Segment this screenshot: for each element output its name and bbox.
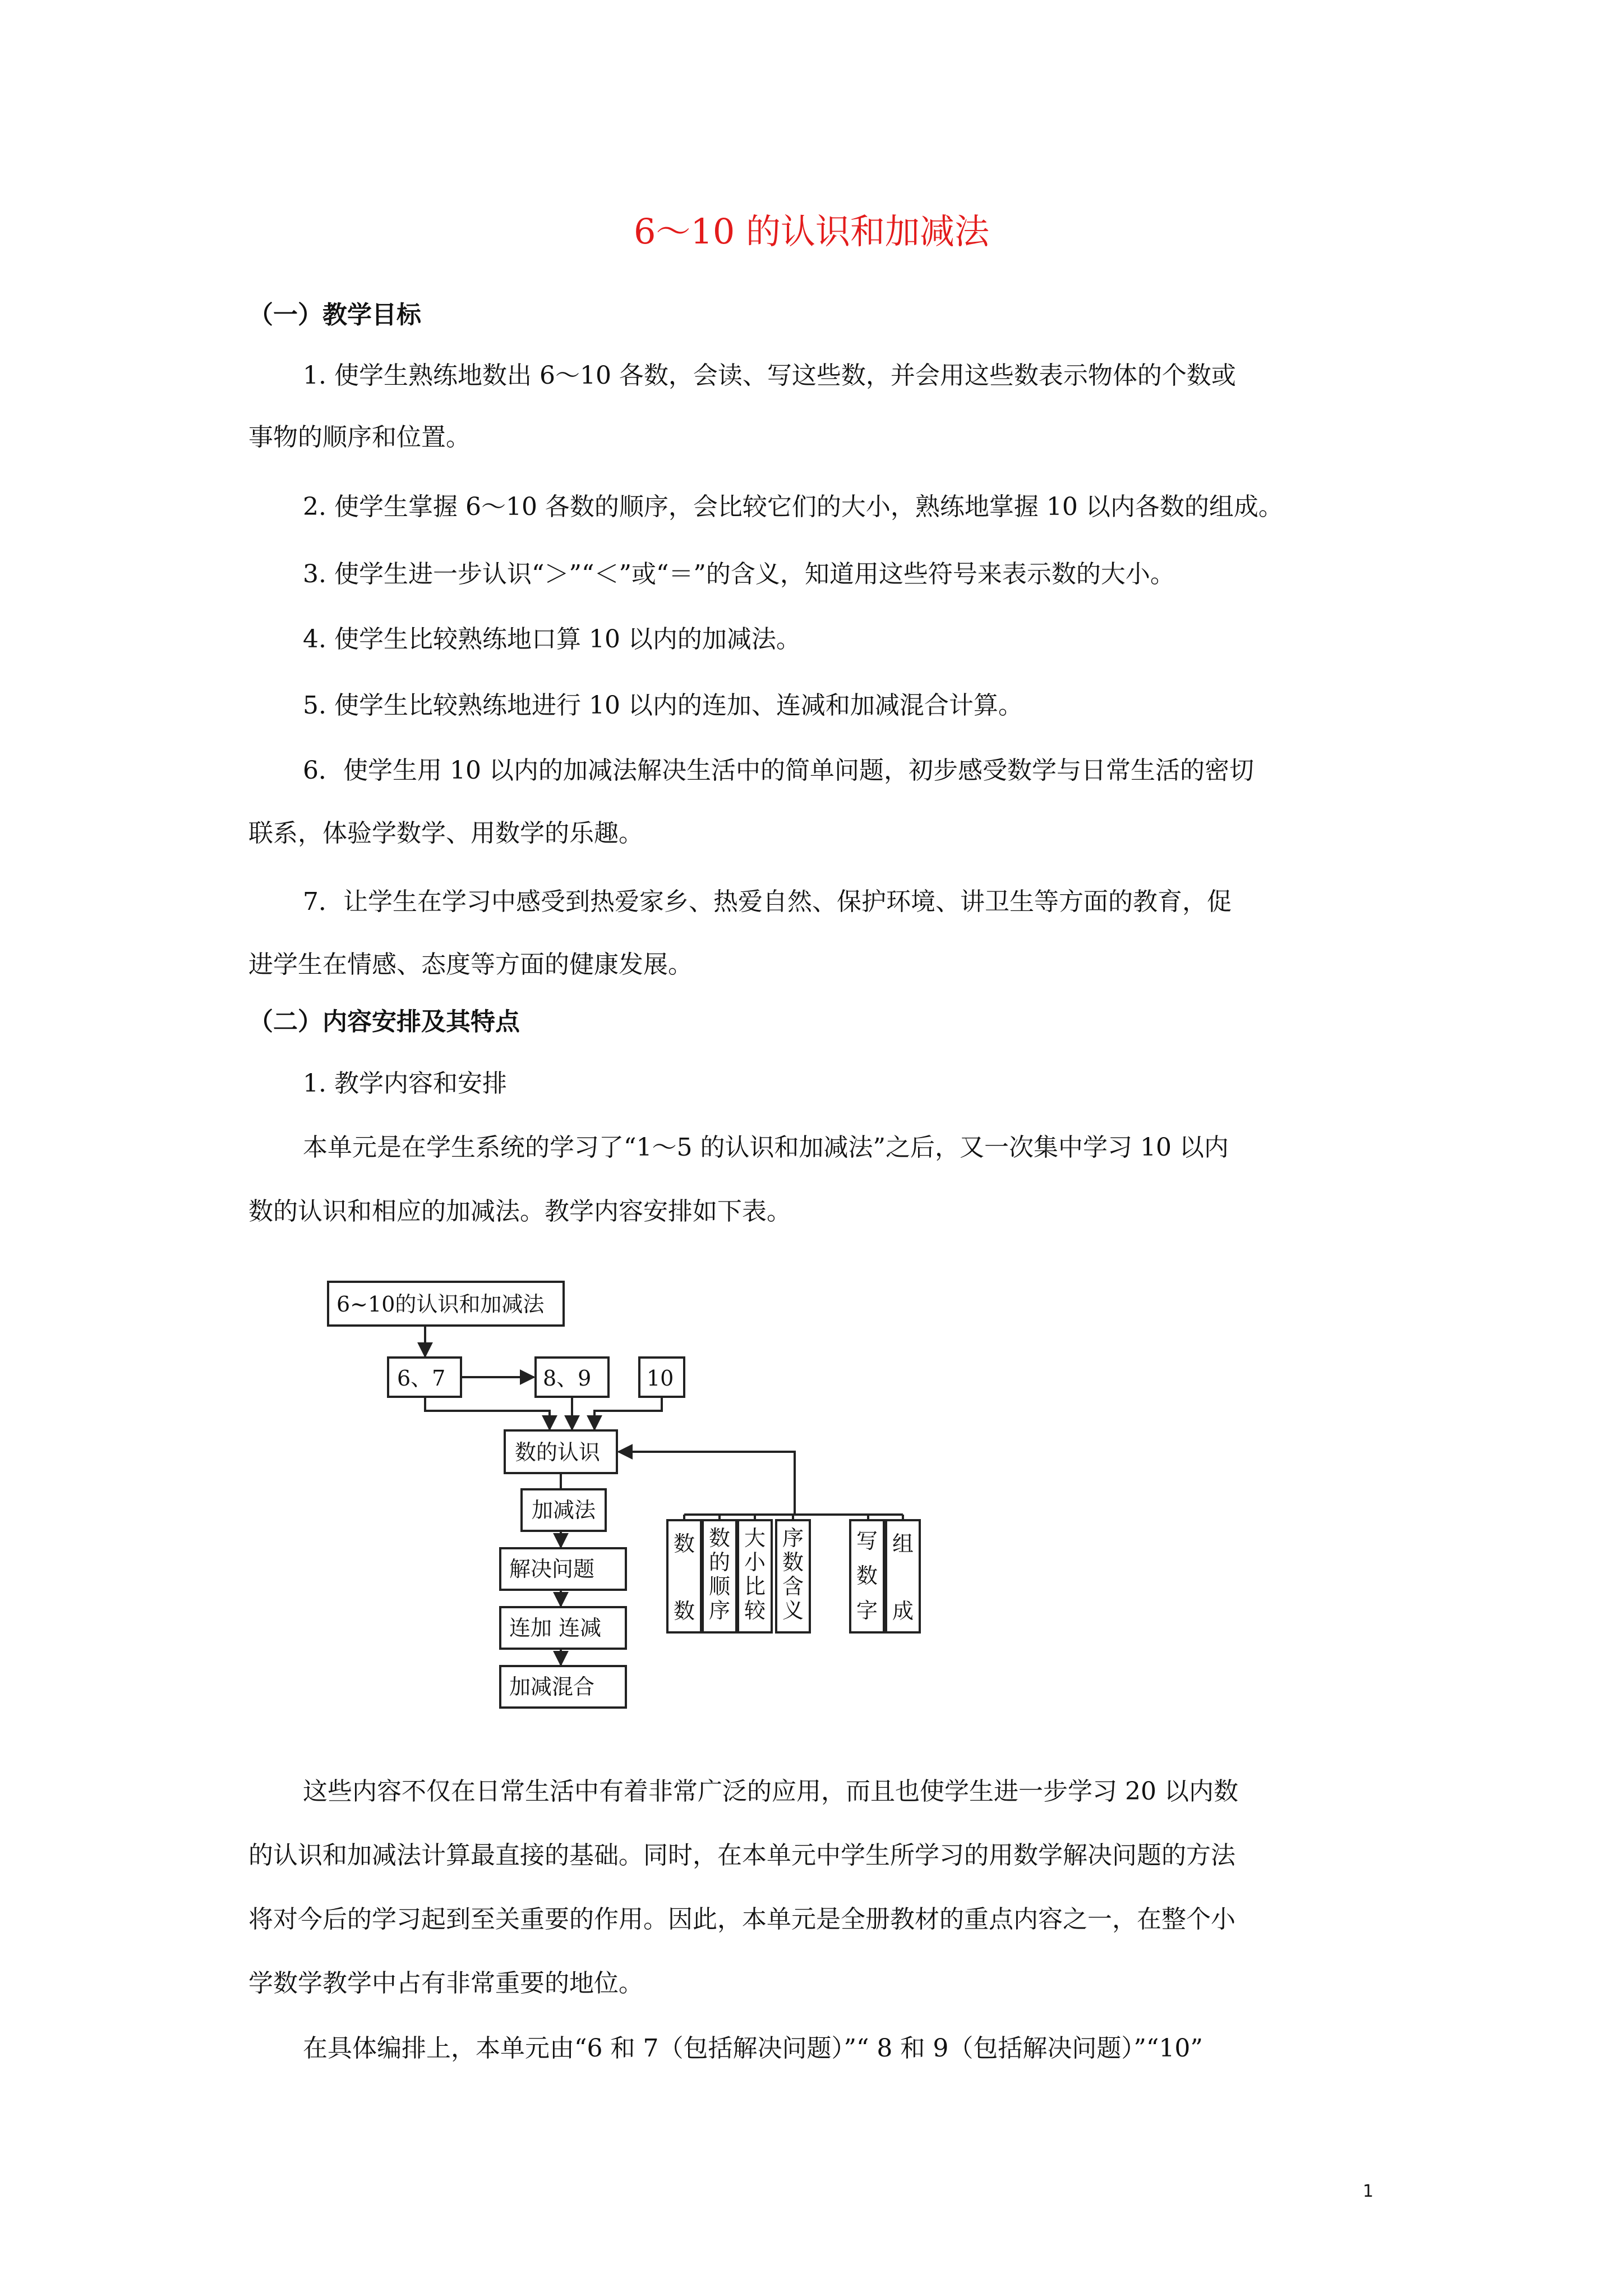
diagram-branch-char: 成 <box>892 1599 914 1623</box>
goal-line: 2. 使学生掌握 6～10 各数的顺序，会比较它们的大小，熟练地掌握 10 以内各数的组成。 <box>303 493 1283 521</box>
diagram-branch-char: 字 <box>856 1598 878 1623</box>
body-line: 的认识和加减法计算最直接的基础。同时，在本单元中学生所学习的用数学解决问题的方法 <box>248 1841 1235 1870</box>
diagram-chain-label: 解决问题 <box>509 1557 595 1581</box>
diagram-branch-char: 数 <box>709 1526 731 1550</box>
diagram-chain-label: 加减混合 <box>509 1674 595 1699</box>
diagram-branch-char: 数 <box>856 1563 878 1588</box>
document-title: 6～10 的认识和加减法 <box>633 211 990 252</box>
diagram-branch-char: 含 <box>782 1574 804 1599</box>
diagram-top-label: 6~10的认识和加减法 <box>336 1292 545 1317</box>
goal-line: 事物的顺序和位置。 <box>248 423 471 452</box>
body-line: 在具体编排上，本单元由“6 和 7（包括解决问题）”“ 8 和 9（包括解决问题）”“10” <box>303 2034 1203 2063</box>
diagram-label-10: 10 <box>647 1366 674 1391</box>
goal-line: 1. 使学生熟练地数出 6～10 各数，会读、写这些数，并会用这些数表示物体的个数或 <box>303 361 1236 390</box>
diagram-branch-char: 较 <box>744 1598 766 1623</box>
diagram-branch-char: 组 <box>892 1531 914 1556</box>
body-line: 学数学教学中占有非常重要的地位。 <box>248 1969 643 1998</box>
body-line: 将对今后的学习起到至关重要的作用。因此，本单元是全册教材的重点内容之一，在整个小 <box>248 1905 1235 1934</box>
diagram-branch-char: 写 <box>856 1529 878 1553</box>
content-line: 本单元是在学生系统的学习了“1～5 的认识和加减法”之后，又一次集中学习 10 以内 <box>303 1133 1229 1162</box>
content-line: 数的认识和相应的加减法。教学内容安排如下表。 <box>248 1197 791 1226</box>
diagram-branch-char: 顺 <box>709 1574 731 1599</box>
goal-line: 4. 使学生比较熟练地口算 10 以内的加减法。 <box>303 625 801 654</box>
diagram-label-8-9: 8、9 <box>543 1366 592 1391</box>
section-heading-goals: （一）教学目标 <box>248 301 421 329</box>
diagram-label-6-7: 6、7 <box>397 1366 446 1391</box>
content-line: 1. 教学内容和安排 <box>303 1069 507 1098</box>
section-heading-content: （二）内容安排及其特点 <box>248 1007 520 1036</box>
diagram-branch-char: 的 <box>709 1550 731 1575</box>
diagram-chain-label: 连加 连减 <box>509 1616 602 1640</box>
page-number: 1 <box>1363 2182 1374 2201</box>
goal-line: 7．让学生在学习中感受到热爱家乡、热爱自然、保护环境、讲卫生等方面的教育，促 <box>303 887 1232 916</box>
diagram-branch-char: 义 <box>782 1598 804 1623</box>
diagram-branch-char: 数 <box>674 1531 695 1556</box>
diagram-branch-char: 数 <box>674 1599 695 1623</box>
diagram-chain-label: 加减法 <box>532 1498 596 1522</box>
diagram-branch-char: 数 <box>782 1550 804 1575</box>
diagram-branch-char: 比 <box>744 1574 766 1599</box>
diagram-center-label: 数的认识 <box>515 1440 601 1465</box>
goal-line: 5. 使学生比较熟练地进行 10 以内的连加、连减和加减混合计算。 <box>303 691 1023 720</box>
diagram-branch-char: 序 <box>709 1598 731 1623</box>
goal-line: 3. 使学生进一步认识“＞”“＜”或“＝”的含义，知道用这些符号来表示数的大小。 <box>303 560 1175 588</box>
goal-line: 6．使学生用 10 以内的加减法解决生活中的简单问题，初步感受数学与日常生活的密切 <box>303 756 1254 785</box>
diagram-branch-char: 序 <box>782 1526 804 1550</box>
goal-line: 联系，体验学数学、用数学的乐趣。 <box>248 819 643 848</box>
body-line: 这些内容不仅在日常生活中有着非常广泛的应用，而且也使学生进一步学习 20 以内数 <box>303 1777 1238 1806</box>
diagram-branch-char: 小 <box>744 1550 766 1575</box>
diagram-branch-char: 大 <box>744 1526 766 1550</box>
goal-line: 进学生在情感、态度等方面的健康发展。 <box>248 950 693 979</box>
